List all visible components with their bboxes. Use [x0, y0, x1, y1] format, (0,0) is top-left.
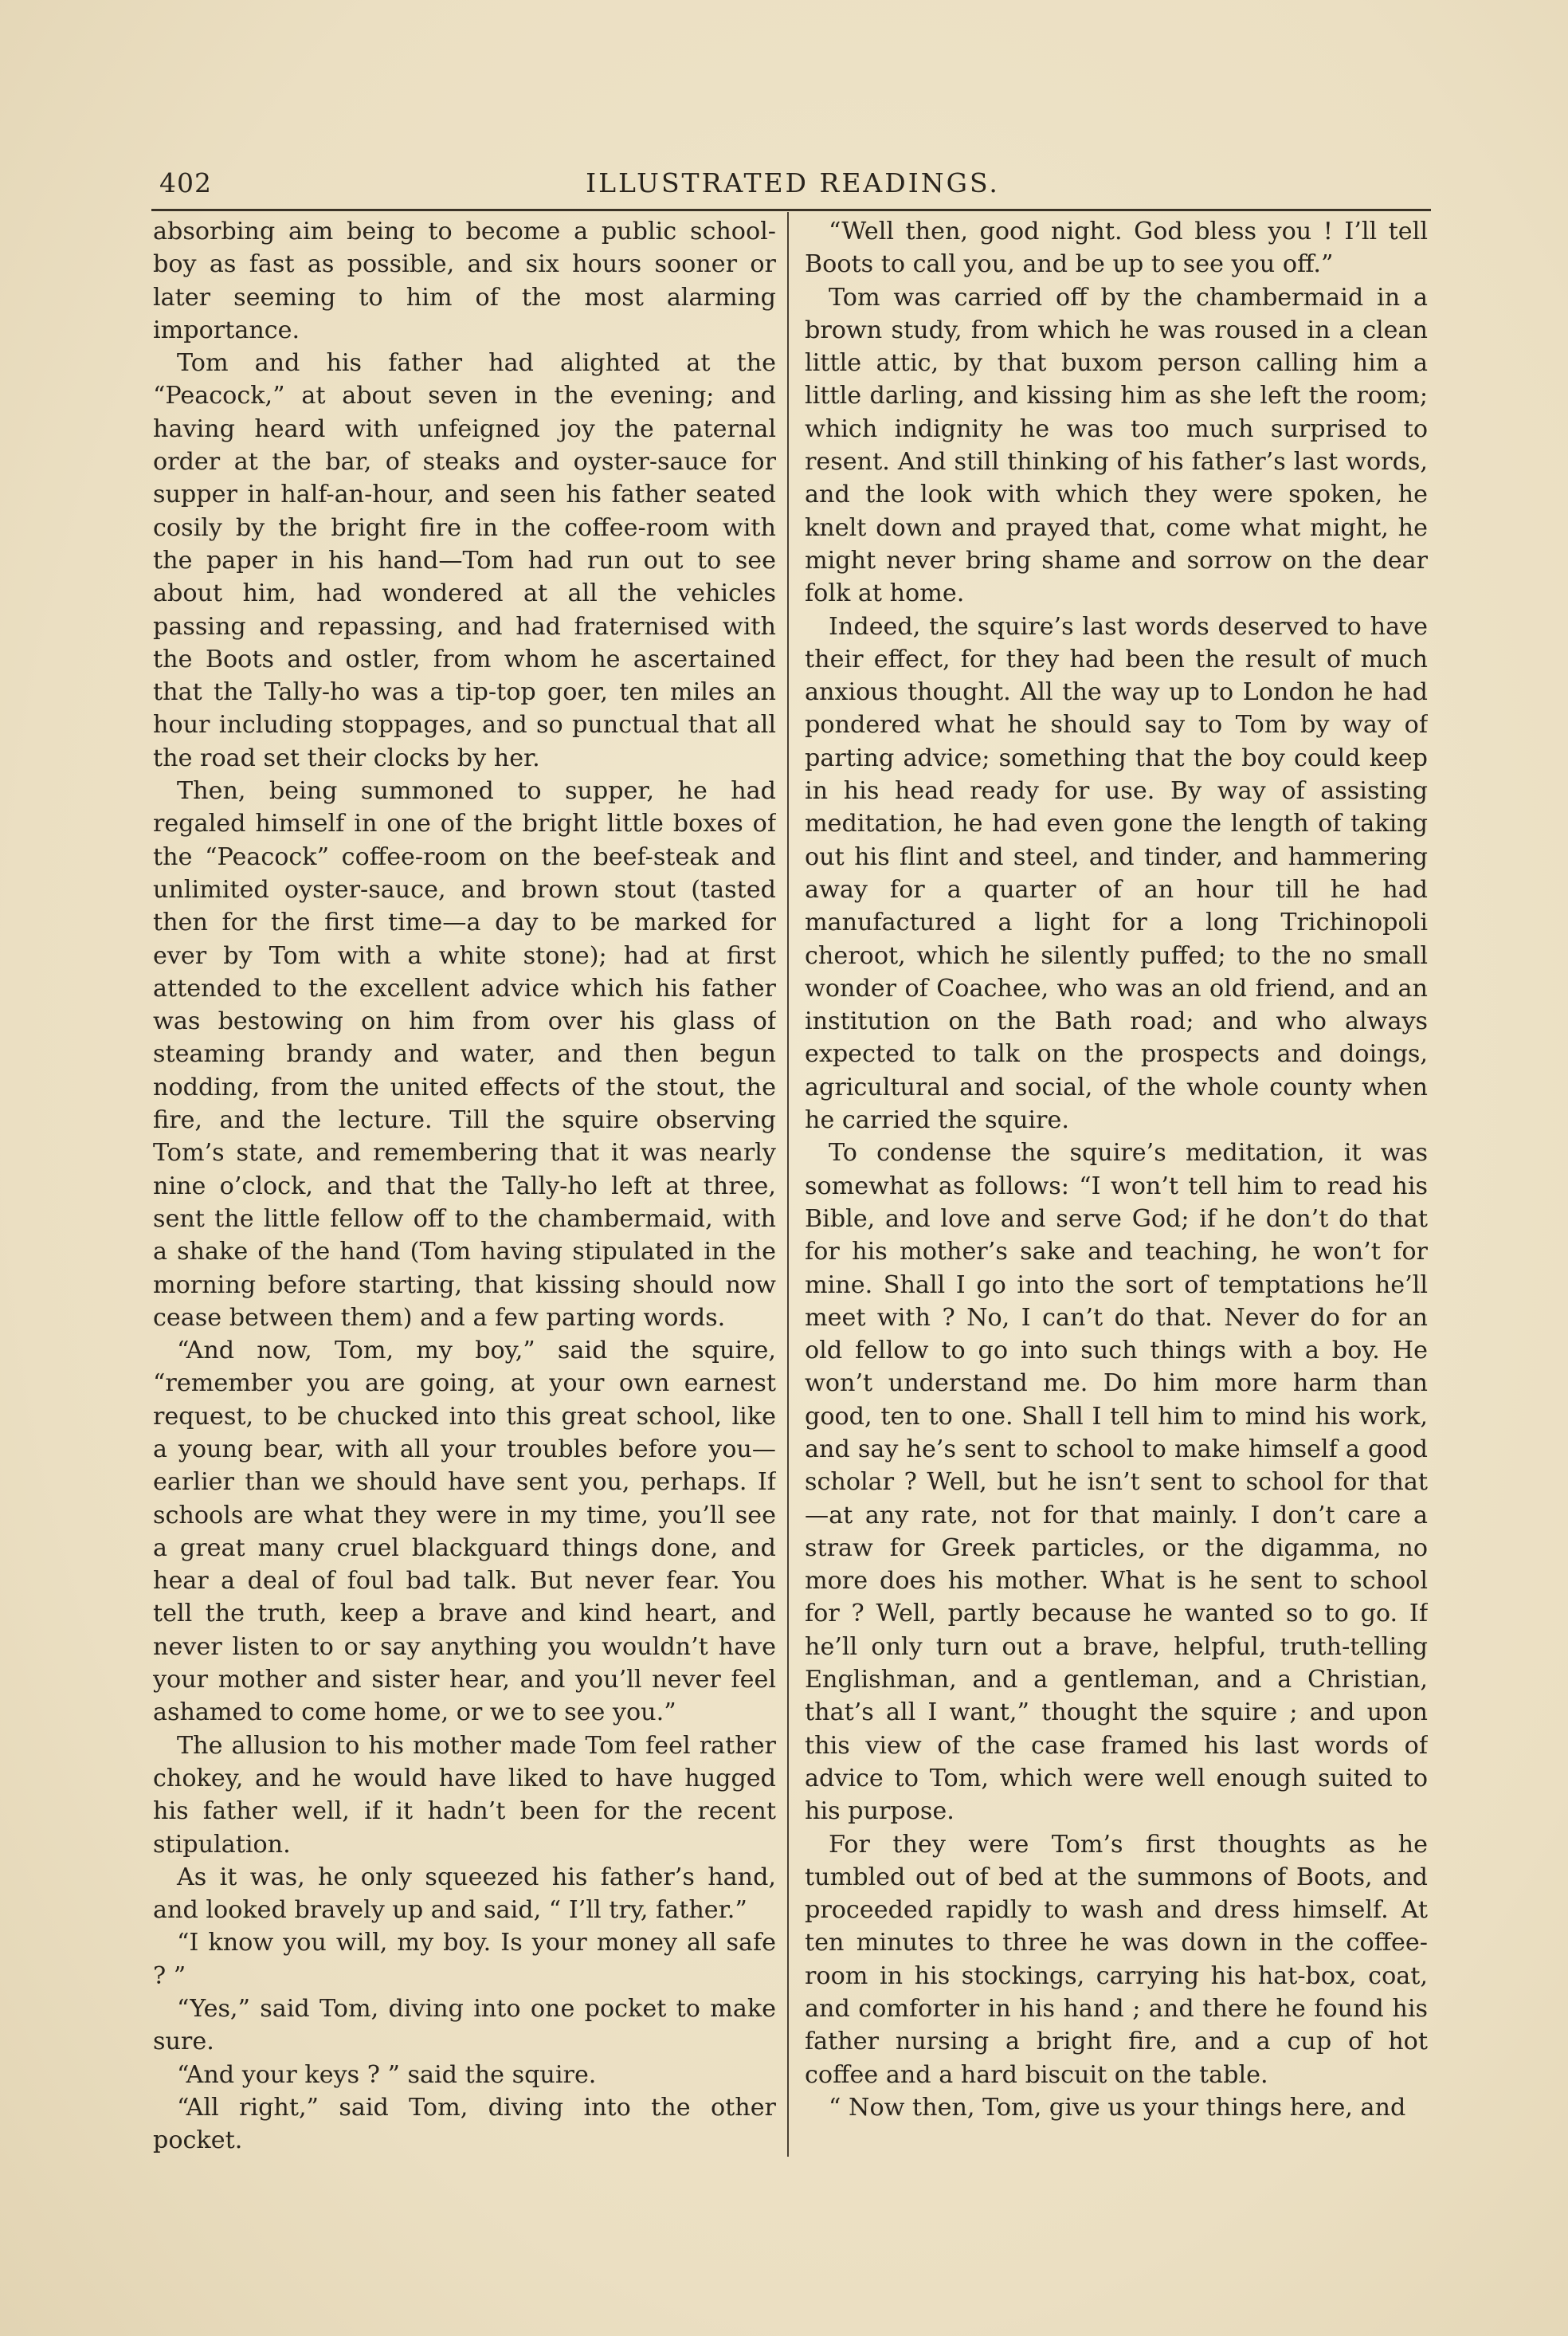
paragraph: Then, being summoned to supper, he had regaled himself in one of the bright little boxes of the “Peacock” coffee-room on the beef-steak and unlimited oyster-sauce, and brown stout (tasted then for the first time—a day to be marked for ever by Tom with a white stone); had at first attended to the excellent advice which his father was bestowing on him from over his glass of steaming brandy and water, and then begun nodding, from the united effects of the stout, the fire, and the lecture. Till the squire observing Tom’s state, and remembering that it was nearly nine o’clock, and that the Tally-ho left at three, sent the little fellow off to the chambermaid, with a shake of the hand (Tom having stipulated in the morning before starting, that kissing should now cease between them) and a few parting words.	[153, 777, 776, 1332]
page-header	[159, 167, 1426, 202]
paragraph: The allusion to his mother made Tom feel rather chokey, and he would have liked to have hugged his father well, if it hadn’t been for the recent stipulation.	[153, 1731, 776, 1859]
paragraph: “I know you will, my boy. Is your money all safe ? ”	[153, 1929, 776, 1990]
paragraph: “Well then, good night. God bless you ! I’ll tell Boots to call you, and be up to see you off.”	[805, 218, 1428, 279]
paragraph: To condense the squire’s meditation, it was somewhat as follows: “I won’t tell him to read his Bible, and love and serve God; if he don’t do that for his mother’s sake and teaching, he won’t for mine. Shall I go into the sort of temptations he’ll meet with ? No, I can’t do that. Never do for an old fellow to go into such things with a boy. He won’t understand me. Do him more harm than good, ten to one. Shall I tell him to mind his work, and say he’s sent to school to make himself a good scholar ? Well, but he isn’t sent to school for that—at any rate, not for that mainly. I don’t care a straw for Greek particles, or the digamma, no more does his mother. What is he sent to school for ? Well, partly because he wanted so to go. If he’ll only turn out a brave, helpful, truth-telling Englishman, and a gentleman, and a Christian, that’s all I want,” thought the squire ; and upon this view of the case framed his last words of advice to Tom, which were well enough suited to his purpose.	[805, 1139, 1428, 1826]
paragraph: Tom was carried off by the chambermaid in a brown study, from which he was roused in a clean little attic, by that buxom person calling him a little darling, and kissing him as she left the room; which indignity he was too much surprised to resent. And still thinking of his father’s last words, and the look with which they were spoken, he knelt down and prayed that, come what might, he might never bring shame and sorrow on the dear folk at home.	[805, 283, 1428, 608]
paragraph: “And your keys ? ” said the squire.	[177, 2060, 597, 2089]
running-head: ILLUSTRATED READINGS.	[586, 167, 1000, 198]
paragraph: “ Now then, Tom, give us your things here, and	[829, 2093, 1406, 2122]
header-rule	[151, 209, 1431, 211]
paragraph: Tom and his father had alighted at the “Peacock,” at about seven in the evening; and having heard with unfeigned joy the paternal order at the bar, of steaks and oyster-sauce for supper in half-an-hour, and seen his father seated cosily by the bright fire in the coffee-room with the paper in his hand—Tom had run out to see about him, had wondered at all the vehicles passing and repassing, and had fraternised with the Boots and ostler, from whom he ascertained that the Tally-ho was a tip-top goer, ten miles an hour including stoppages, and so punctual that all the road set their clocks by her.	[153, 349, 776, 772]
right-column	[805, 215, 1428, 2160]
paragraph: “And now, Tom, my boy,” said the squire, “remember you are going, at your own earnest request, to be chucked into this great school, like a young bear, with all your troubles before you—earlier than we should have sent you, perhaps. If schools are what they were in my time, you’ll see a great many cruel blackguard things done, and hear a deal of foul bad talk. But never fear. You tell the truth, keep a brave and kind heart, and never listen to or say anything you wouldn’t have your mother and sister hear, and you’ll never feel ashamed to come home, or we to see you.”	[153, 1337, 776, 1727]
paragraph: Indeed, the squire’s last words deserved to have their effect, for they had been the result of much anxious thought. All the way up to London he had pondered what he should say to Tom by way of parting advice; something that the boy could keep in his head ready for use. By way of assisting meditation, he had even gone the length of taking out his flint and steel, and tinder, and hammering away for a quarter of an hour till he had manufactured a light for a long Trichinopoli cheroot, which he silently puffed; to the no small wonder of Coachee, who was an old friend, and an institution on the Bath road; and who always expected to talk on the prospects and doings, agricultural and social, of the whole county when he carried the squire.	[805, 612, 1428, 1135]
paragraph: “All right,” said Tom, diving into the other pocket.	[153, 2093, 776, 2155]
paragraph: As it was, he only squeezed his father’s hand, and looked bravely up and said, “ I’ll try, father.”	[153, 1863, 776, 1925]
left-column	[153, 215, 776, 2160]
page-number: 402	[159, 167, 212, 198]
column-divider	[787, 212, 789, 2157]
paragraph: For they were Tom’s first thoughts as he tumbled out of bed at the summons of Boots, and proceeded rapidly to wash and dress himself. At ten minutes to three he was down in the coffee-room in his stockings, carrying his hat-box, coat, and comforter in his hand ; and there he found his father nursing a bright fire, and a cup of hot coffee and a hard biscuit on the table.	[805, 1830, 1428, 2089]
paragraph: absorbing aim being to become a public school-boy as fast as possible, and six hours sooner or later seeming to him of the most alarming importance.	[153, 218, 776, 344]
paragraph: “Yes,” said Tom, diving into one pocket to make sure.	[153, 1995, 776, 2056]
